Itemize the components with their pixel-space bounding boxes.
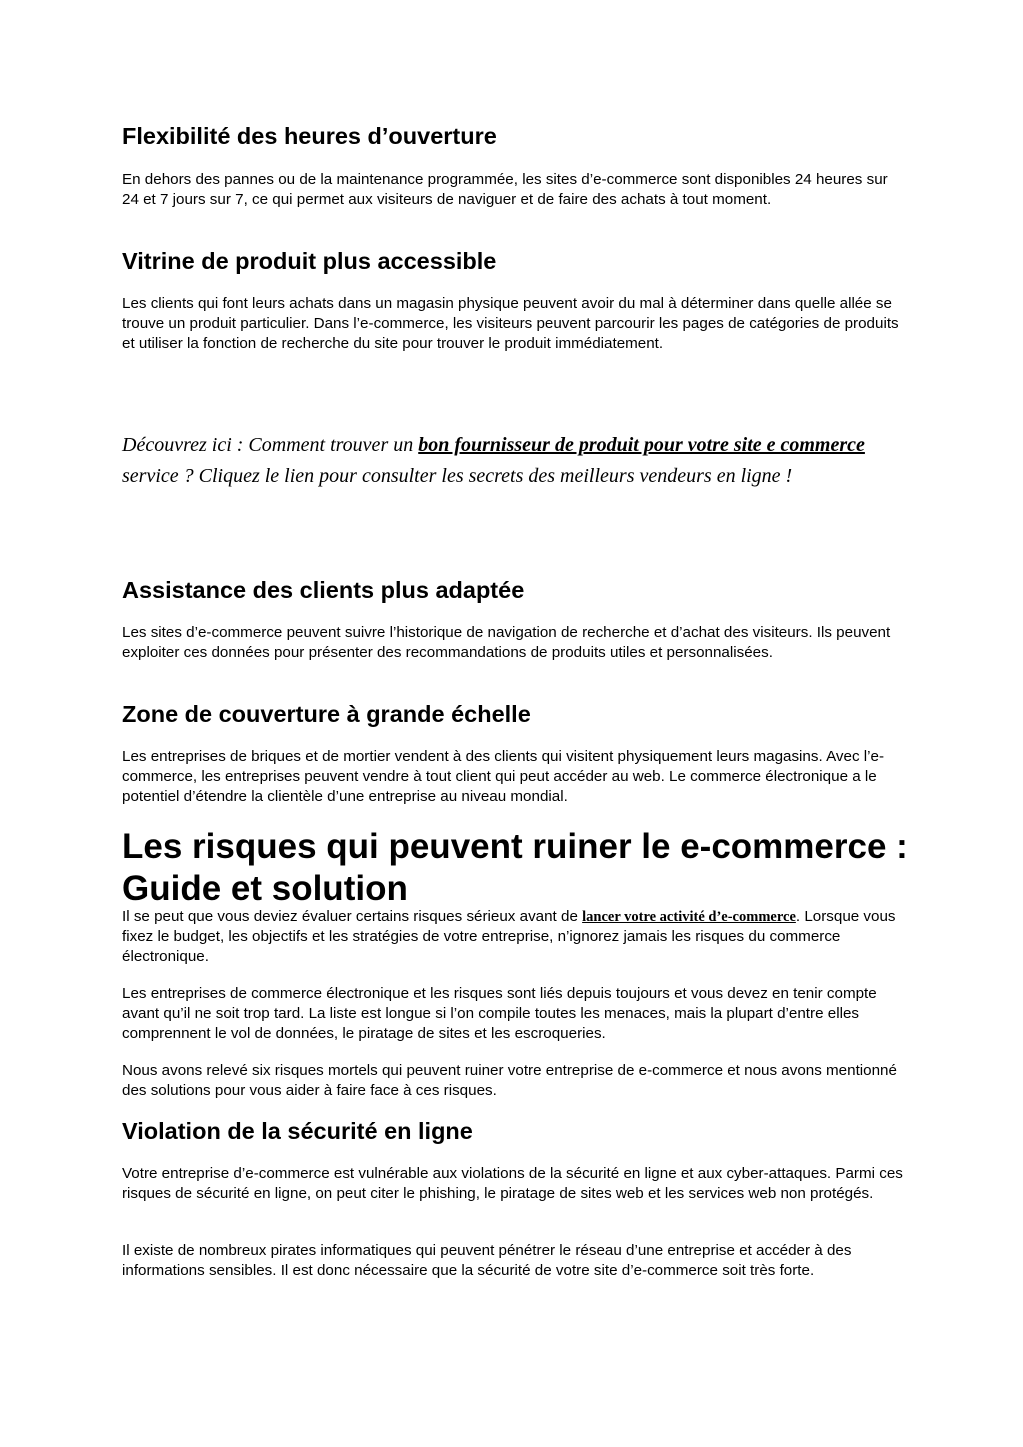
- section-paragraph-vitrine: Les clients qui font leurs achats dans un magasin physique peuvent avoir du mal à déterminer dans quelle allée se trouve un produit particulier. Dans l’e-commerce, les visiteurs peuvent parcourir les pages de catégories de produits et utiliser la fonction de recherche du site pour trouver le produit immédiatement.: [122, 295, 899, 352]
- callout-paragraph: [122, 430, 882, 492]
- callout-text-after: service ? Cliquez le lien pour consulter les secrets des meilleurs vendeurs en ligne !: [122, 465, 793, 487]
- section-heading-securite: Violation de la sécurité en ligne: [122, 1118, 473, 1144]
- section-heading-flexibilite: Flexibilité des heures d’ouverture: [122, 123, 497, 149]
- intro-text-after: . Lorsque vous fixez le budget, les objectifs et les stratégies de votre entreprise, n’ignorez jamais les risques du commerce électronique.: [122, 908, 896, 965]
- section-paragraph-zone: Les entreprises de briques et de mortier vendent à des clients qui visitent physiquement leurs magasins. Avec l’e-commerce, les entreprises peuvent vendre à tout client qui peut accéder au web. Le commerce électronique a le potentiel d’étendre la clientèle d’une entreprise au niveau mondial.: [122, 748, 885, 805]
- lancer-activite-link[interactable]: lancer votre activité d’e-commerce: [582, 909, 796, 925]
- main-title: Les risques qui peuvent ruiner le e-commerce : Guide et solution: [122, 827, 908, 908]
- risks-paragraph: Les entreprises de commerce électronique et les risques sont liés depuis toujours et vous devez en tenir compte avant qu’il ne soit trop tard. La liste est longue si l’on compile toutes les menaces, mais la plupart d’entre elles comprennent le vol de données, le piratage de sites et les escroqueries.: [122, 985, 877, 1042]
- section-heading-assistance: Assistance des clients plus adaptée: [122, 577, 525, 603]
- section-heading-vitrine: Vitrine de produit plus accessible: [122, 248, 497, 274]
- section-heading-zone: Zone de couverture à grande échelle: [122, 701, 531, 727]
- section-paragraph-flexibilite: En dehors des pannes ou de la maintenance programmée, les sites d’e-commerce sont disponibles 24 heures sur 24 et 7 jours sur 7, ce qui permet aux visiteurs de naviguer et de faire des achats à tout moment.: [122, 171, 888, 208]
- intro-text-before: Il se peut que vous deviez évaluer certains risques sérieux avant de: [122, 908, 583, 925]
- section-paragraph-assistance: Les sites d’e-commerce peuvent suivre l’historique de navigation de recherche et d’achat des visiteurs. Ils peuvent exploiter ces données pour présenter des recommandations de produits utiles et personnalisées.: [122, 624, 891, 661]
- callout-text-before: Découvrez ici : Comment trouver un: [122, 434, 419, 456]
- fournisseur-link[interactable]: bon fournisseur de produit pour votre site e commerce: [418, 434, 865, 456]
- security-paragraph-1: Votre entreprise d’e-commerce est vulnérable aux violations de la sécurité en ligne et aux cyber-attaques. Parmi ces risques de sécurité en ligne, on peut citer le phishing, le piratage de sites web et les services web non protégés.: [122, 1165, 903, 1202]
- six-risks-paragraph: Nous avons relevé six risques mortels qui peuvent ruiner votre entreprise de e-commerce et nous avons mentionné des solutions pour vous aider à faire face à ces risques.: [122, 1062, 897, 1099]
- intro-paragraph: [122, 907, 907, 967]
- security-paragraph-2: Il existe de nombreux pirates informatiques qui peuvent pénétrer le réseau d’une entreprise et accéder à des informations sensibles. Il est donc nécessaire que la sécurité de votre site d’e-commerce soit très forte.: [122, 1242, 852, 1279]
